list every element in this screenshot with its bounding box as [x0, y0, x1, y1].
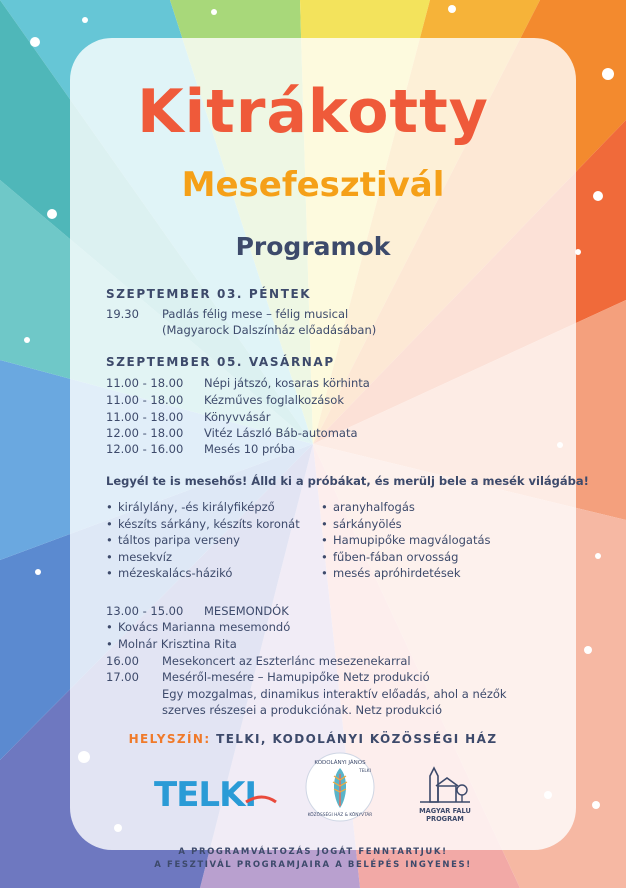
storytellers-list [106, 620, 290, 653]
event-time: 17.00 [106, 670, 139, 684]
festival-subtitle: Mesefesztivál [181, 165, 445, 205]
telki-letter: TELKI [154, 775, 257, 815]
event-title: Kézműves foglalkozások [204, 393, 344, 407]
list-item: • sárkányölés [321, 517, 491, 534]
kodolanyi-bottom-text: KÖZÖSSÉGI HÁZ & KÖNYVTÁR [307, 813, 373, 818]
event-title: Mesekoncert az Eszterlánc mesezenekarral [162, 654, 411, 668]
footer-line2: A FESZTIVÁL PROGRAMJAIRA A BELÉPÉS INGYENES! [154, 860, 472, 870]
svg-text:TELKI [154, 775, 256, 815]
event-time: 12.00 - 16.00 [106, 442, 184, 456]
event-time: 11.00 - 18.00 [106, 410, 184, 424]
list-item: • Kovács Marianna mesemondó [106, 620, 290, 637]
day2-event [106, 441, 295, 457]
event-title: MESEMONDÓK [204, 604, 289, 618]
footer-line1: A PROGRAMVÁLTOZÁS JOGÁT FENNTARTJUK! [178, 847, 448, 857]
event-title: Vitéz László Báb-automata [204, 426, 358, 440]
event-time: 19.30 [106, 307, 139, 321]
challenges-left-list [106, 500, 300, 583]
kodolanyi-top-text: KODOLÁNYI JÁNOS [314, 760, 366, 766]
festival-title: Kitrákotty [137, 77, 489, 147]
later-event [106, 669, 430, 685]
event-time: 13.00 - 15.00 [106, 604, 184, 618]
day2-event [106, 392, 344, 408]
kodolanyi-logo [303, 750, 377, 824]
programs-heading: Programok [235, 232, 391, 261]
venue-value: TELKI, KODOLÁNYI KÖZÖSSÉGI HÁZ [216, 732, 498, 746]
list-item: • készíts sárkány, készíts koronát [106, 517, 300, 534]
storytellers-row [106, 603, 289, 619]
invite-text: Legyél te is mesehős! Álld ki a próbákat, és merülj bele a mesék világába! [106, 474, 589, 488]
event-title: Padlás félig mese – félig musical [162, 307, 349, 321]
list-item: • aranyhalfogás [321, 500, 491, 517]
event-title: Népi játszó, kosaras körhinta [204, 376, 370, 390]
day2-event [106, 409, 271, 425]
event-time: 16.00 [106, 654, 139, 668]
list-item: • táltos paripa verseny [106, 533, 300, 550]
event-title: Mesés 10 próba [204, 442, 296, 456]
venue [0, 732, 626, 746]
event-time: 11.00 - 18.00 [106, 376, 184, 390]
list-item: • mesés apróhirdetések [321, 566, 491, 583]
later-event [106, 653, 411, 669]
later-event-desc: szerves részesei a produkciónak. Netz produkció [162, 703, 443, 717]
list-item: • királylány, -és királyfiképző [106, 500, 300, 517]
telki-logo [150, 772, 280, 816]
list-item: • Molnár Krisztina Rita [106, 637, 290, 654]
magyar-falu-program-logo [410, 762, 480, 826]
venue-label: HELYSZÍN: [128, 732, 211, 746]
event-time: 12.00 - 18.00 [106, 426, 184, 440]
list-item: • fűben-fában orvosság [321, 550, 491, 567]
day2-heading: SZEPTEMBER 05. VASÁRNAP [106, 355, 335, 369]
list-item: • mézeskalács-házikó [106, 566, 300, 583]
list-item: • mesekvíz [106, 550, 300, 567]
challenges-right-list [321, 500, 491, 583]
event-time: 11.00 - 18.00 [106, 393, 184, 407]
day2-event [106, 375, 370, 391]
mfp-line2: PROGRAM [426, 815, 464, 823]
event-title: Könyvvásár [204, 410, 271, 424]
event-title: Meséről-mesére – Hamupipőke Netz produkció [162, 670, 430, 684]
day2-event [106, 425, 358, 441]
kodolanyi-place-text: TELKI [359, 769, 371, 774]
day1-event-note: (Magyarock Dalszínház előadásában) [162, 323, 377, 337]
day1-event [106, 306, 348, 322]
mfp-line1: MAGYAR FALU [419, 807, 471, 815]
list-item: • Hamupipőke magválogatás [321, 533, 491, 550]
later-event-desc: Egy mozgalmas, dinamikus interaktív előadás, ahol a nézők [162, 687, 507, 701]
day1-heading: SZEPTEMBER 03. PÉNTEK [106, 287, 312, 301]
